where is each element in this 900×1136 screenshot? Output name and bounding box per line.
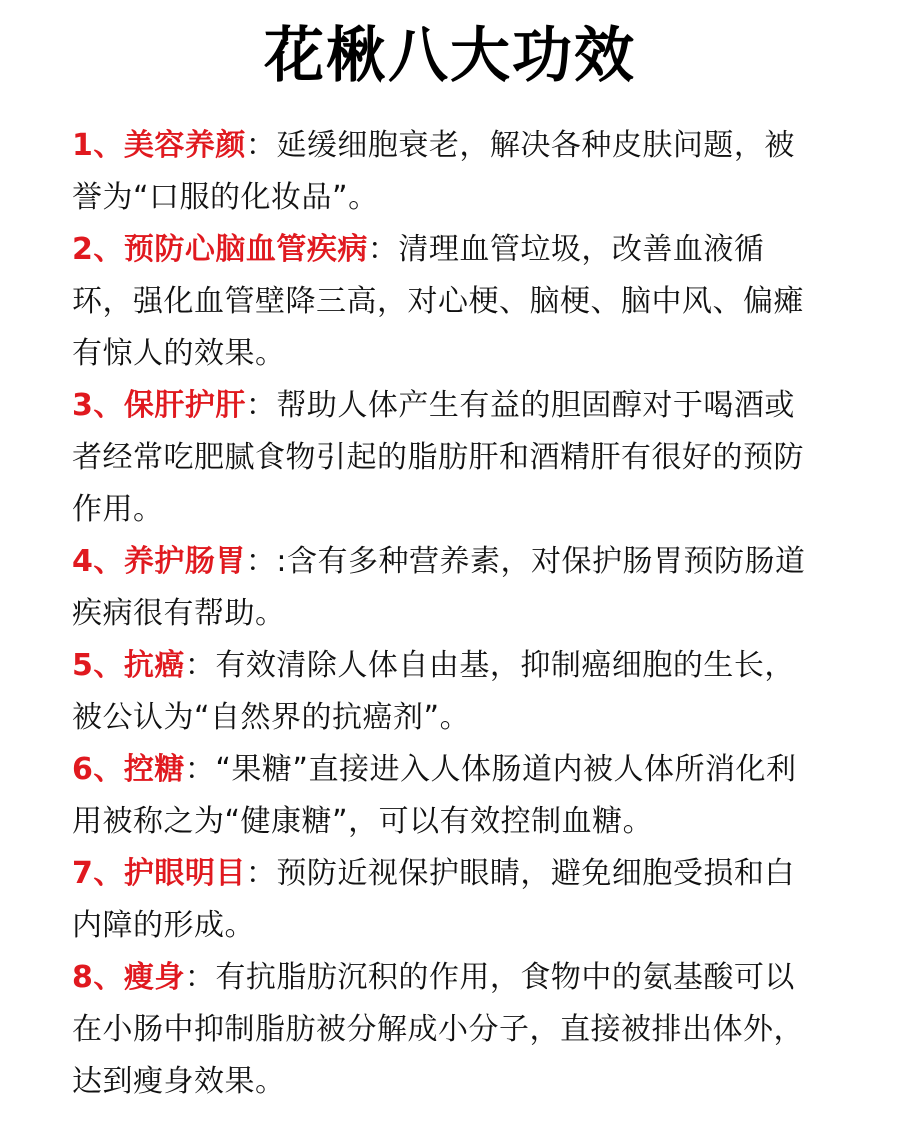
benefit-description: 清理血管垃圾，改善血液循环，强化血管壁降三高，对心梗、脑梗、脑中风、偏瘫有惊人的效果。 [72,232,804,371]
benefit-colon: ： [184,752,216,787]
benefit-label: 8、瘦身 [72,960,185,995]
benefit-colon: ： [245,388,277,423]
benefit-label: 5、抗癌 [72,648,185,683]
benefit-description: 延缓细胞衰老，解决各种皮肤问题，被誉为“口服的化妆品”。 [72,128,795,215]
benefit-list [72,120,822,1108]
benefit-description: 帮助人体产生有益的胆固醇对于喝酒或者经常吃肥腻食物引起的脂肪肝和酒精肝有很好的预防作用。 [72,388,804,527]
benefit-label: 3、保肝护肝 [72,388,246,423]
benefit-item-5 [72,640,822,744]
benefit-label: 1、美容养颜 [72,128,246,163]
benefit-label: 4、养护肠胃 [72,544,246,579]
benefit-description: 有效清除人体自由基，抑制癌细胞的生长，被公认为“自然界的抗癌剂”。 [72,648,795,735]
benefit-label: 6、控糖 [72,752,185,787]
benefit-item-4 [72,536,822,640]
benefit-item-3 [72,380,822,536]
benefit-description: :含有多种营养素，对保护肠胃预防肠道疾病很有帮助。 [72,544,806,631]
benefit-colon: ： [367,232,399,267]
benefit-item-2 [72,224,822,380]
benefit-colon: ： [245,544,277,579]
benefit-colon: ： [184,648,216,683]
benefit-label: 2、预防心脑血管疾病 [72,232,368,267]
benefit-label: 7、护眼明目 [72,856,246,891]
benefit-description: 预防近视保护眼睛，避免细胞受损和白内障的形成。 [72,856,795,943]
benefit-description: 有抗脂肪沉积的作用，食物中的氨基酸可以在小肠中抑制脂肪被分解成小分子，直接被排出体外，达到瘦身效果。 [72,960,804,1099]
benefit-colon: ： [245,128,277,163]
benefit-item-1 [72,120,822,224]
benefit-description: “果糖”直接进入人体肠道内被人体所消化利用被称之为“健康糖”，可以有效控制血糖。 [72,752,797,839]
benefit-item-6 [72,744,822,848]
benefit-colon: ： [245,856,277,891]
benefit-item-8 [72,952,822,1108]
page-title: 花楸八大功效 [264,21,636,91]
benefit-colon: ： [184,960,216,995]
benefit-item-7 [72,848,822,952]
